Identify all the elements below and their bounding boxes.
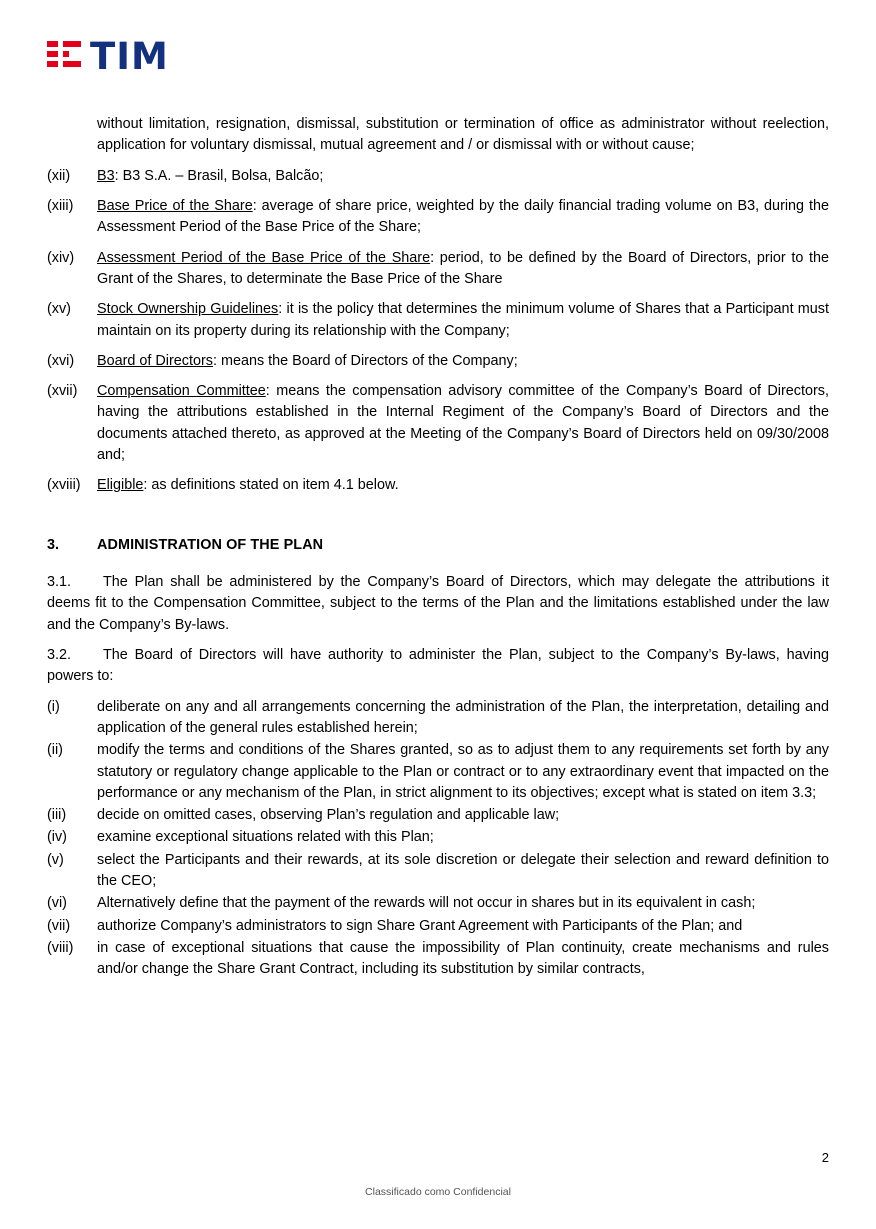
clause-number: 3.2. — [47, 646, 72, 663]
power-item — [47, 850, 829, 893]
power-text: Alternatively define that the payment of the rewards will not occur in shares but in its equivalent in cash; — [97, 895, 756, 912]
power-text: examine exceptional situations related with this Plan; — [97, 829, 434, 846]
power-item — [47, 740, 829, 804]
definition-body — [97, 196, 829, 239]
power-item — [47, 938, 829, 981]
clause-number: 3.1. — [47, 574, 72, 590]
definition-text: : period, to be defined by the Board of Directors, prior to the Grant of the Shares, to determinate the Base Price of the Share — [97, 249, 829, 287]
definition-item — [47, 475, 829, 496]
definition-text: : means the Board of Directors of the Company; — [212, 352, 518, 369]
definition-marker: (xvi) — [47, 352, 75, 369]
definition-body — [97, 351, 829, 372]
section-title: ADMINISTRATION OF THE PLAN — [97, 536, 324, 553]
definition-term: Assessment Period of the Base Price of the Share — [97, 249, 431, 266]
power-marker: (iv) — [47, 829, 67, 846]
section-heading — [47, 535, 829, 556]
definition-marker: (xiii) — [47, 197, 74, 214]
definition-marker: (xviii) — [47, 477, 81, 494]
clause-3-1 — [47, 572, 829, 636]
continuation-paragraph: without limitation, resignation, dismissal, substitution or termination of office as administrator without reelection, application for voluntary dismissal, mutual agreement and / or dismissal with or without cause; — [97, 116, 829, 154]
power-marker: (ii) — [47, 742, 63, 759]
definition-text: : as definitions stated on item 4.1 below. — [143, 477, 399, 494]
power-marker: (vii) — [47, 917, 71, 934]
clause-text: The Board of Directors will have authority to administer the Plan, subject to the Company’s By-laws, having powers to: — [47, 646, 829, 685]
power-marker: (i) — [47, 698, 60, 715]
confidentiality-notice: Classificado como Confidencial — [365, 1186, 511, 1198]
definition-item — [47, 351, 829, 372]
definition-term: Compensation Committee — [97, 383, 266, 400]
tim-logo-icon — [47, 39, 81, 75]
power-text: select the Participants and their rewards, at its sole discretion or delegate their selection and reward definition to the CEO; — [97, 851, 829, 890]
power-marker: (iii) — [47, 807, 67, 824]
power-item — [47, 893, 829, 914]
definition-marker: (xiv) — [47, 249, 75, 266]
definition-body — [97, 299, 829, 342]
definition-body — [97, 381, 829, 466]
definition-item — [47, 299, 829, 342]
power-marker: (vi) — [47, 895, 67, 912]
definition-body — [97, 248, 829, 291]
definition-body — [97, 166, 829, 187]
power-text: in case of exceptional situations that cause the impossibility of Plan continuity, create mechanisms and rules and/or change the Share Grant Contract, including its substitution by similar contracts, — [97, 940, 829, 978]
section-number: 3. — [47, 536, 60, 553]
document-body — [47, 114, 829, 982]
power-text: modify the terms and conditions of the Shares granted, so as to adjust them to any requirements set forth by any statutory or regulatory change applicable to the Plan or contract or to any extraordinary event that impacted on the performance or any mechanism of the Plan, in strict alignment to its objectives; except what is stated on item 3.3; — [97, 742, 829, 801]
definition-body — [97, 475, 829, 496]
definition-term: Board of Directors — [97, 352, 213, 369]
definition-marker: (xv) — [47, 301, 71, 318]
power-item — [47, 805, 829, 826]
definition-text: : means the compensation advisory committee of the Company’s Board of Directors, having the attributions established in the Internal Regiment of the Company’s Board of Directors and the documents attached thereto, as approved at the Meeting of the Company’s Board of Directors held on 09/30/2008 and; — [97, 383, 829, 464]
definition-text: : it is the policy that determines the minimum volume of Shares that a Participant must maintain on its property during its relationship with the Company; — [97, 301, 829, 339]
power-item — [47, 916, 829, 937]
power-marker: (v) — [47, 851, 64, 868]
power-text: deliberate on any and all arrangements concerning the administration of the Plan, the interpretation, detailing and application of the general rules established herein; — [97, 698, 829, 736]
definition-term: B3 — [97, 167, 115, 184]
power-marker: (viii) — [47, 940, 74, 956]
page-number: 2 — [821, 1150, 829, 1165]
definition-item — [47, 166, 829, 187]
power-text: authorize Company’s administrators to sign Share Grant Agreement with Participants of the Plan; and — [97, 917, 743, 934]
definition-term: Stock Ownership Guidelines — [97, 301, 279, 318]
tim-logo-text: TIM — [90, 35, 169, 78]
definition-item — [47, 196, 829, 239]
clause-3-2 — [47, 645, 829, 688]
definition-term: Base Price of the Share — [97, 197, 253, 214]
definition-marker: (xvii) — [47, 383, 78, 400]
definition-item — [47, 248, 829, 291]
definition-text: : average of share price, weighted by the daily financial trading volume on B3, during the Assessment Period of the Base Price of the Share; — [97, 197, 829, 236]
definition-marker: (xii) — [47, 167, 71, 184]
power-item — [47, 827, 829, 848]
power-text: decide on omitted cases, observing Plan’s regulation and applicable law; — [97, 807, 560, 824]
definition-text: : B3 S.A. – Brasil, Bolsa, Balcão; — [114, 167, 324, 184]
definition-item — [47, 381, 829, 466]
clause-text: The Plan shall be administered by the Company’s Board of Directors, which may delegate the attributions it deems fit to the Compensation Committee, subject to the terms of the Plan and the limitations established under the law and the Company’s By-laws. — [47, 574, 829, 633]
definition-term: Eligible — [97, 477, 144, 494]
power-item — [47, 697, 829, 740]
tim-logo — [47, 35, 169, 78]
